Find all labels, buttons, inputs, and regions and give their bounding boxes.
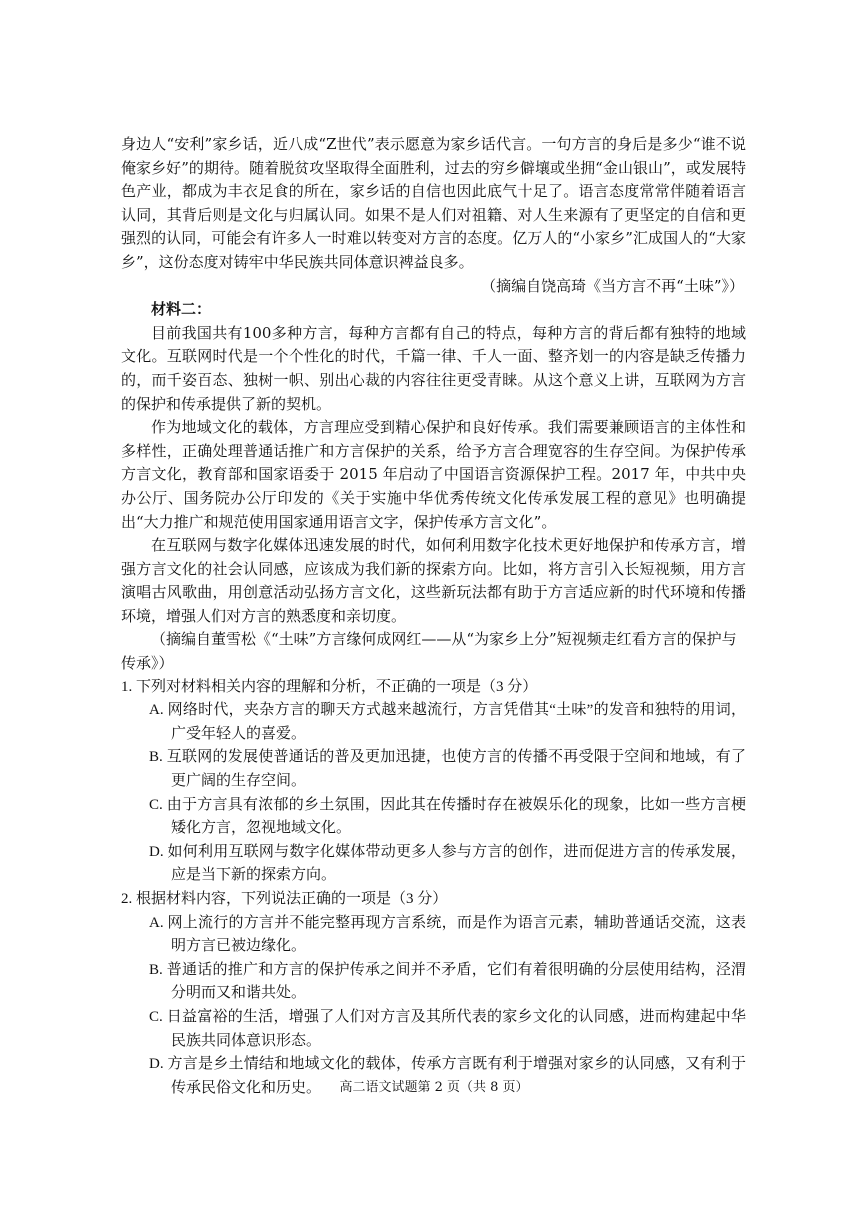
question-2-stem: 2. 根据材料内容，下列说法正确的一项是（3 分） xyxy=(121,891,448,907)
question-1-option-b: B. 互联网的发展使普通话的普及更加迅捷，也使方言的传播不再受限于空间和地域，有了更广阔的生存空间。 xyxy=(149,749,746,790)
material2-paragraph-2: 作为地域文化的载体，方言理应受到精心保护和良好传承。我们需要兼顾语言的主体性和多样性，正确处理普通话推广和方言保护的关系，给予方言合理宽容的生存空间。为保护传承方言文化，教育部和国家语委于 2015 年启动了中国语言资源保护工程。2017 年，中共中央办公厅、国务院办公厅印发的《关于实施中华优秀传统文化传承发展工程的意见》也明确提出“大力推广和规范使用国家通用语言文字，保护传承方言文化”。 xyxy=(121,418,746,531)
question-2-option-b: B. 普通话的推广和方言的保护传承之间并不矛盾，它们有着很明确的分层使用结构，泾渭分明而又和谐共处。 xyxy=(149,961,746,1002)
question-2-option-c: C. 日益富裕的生活，增强了人们对方言及其所代表的家乡文化的认同感，进而构建起中华民族共同体意识形态。 xyxy=(149,1008,746,1049)
material1-source: （摘编自饶高琦《当方言不再“土味”》） xyxy=(481,276,744,295)
material2-source: （摘编自董雪松《“土味”方言缘何成网红——从“为家乡上分”短视频走红看方言的保护与传承》） xyxy=(121,630,737,673)
material2-paragraph-1: 目前我国共有100多种方言，每种方言都有自己的特点，每种方言的背后都有独特的地域文化。互联网时代是一个个性化的时代，千篇一律、千人一面、整齐划一的内容是缺乏传播力的，而千姿百态、独树一帜、别出心裁的内容往往更受青睐。从这个意义上讲，互联网为方言的保护和传承提供了新的契机。 xyxy=(121,323,746,413)
material2-heading: 材料二： xyxy=(151,300,212,319)
page-footer: 高二语文试题第 2 页（共 8 页） xyxy=(339,1080,529,1095)
question-2-option-a: A. 网上流行的方言并不能完整再现方言系统，而是作为语言元素，辅助普通话交流，这表明方言已被边缘化。 xyxy=(149,914,746,955)
question-1-stem: 1. 下列对材料相关内容的理解和分析，不正确的一项是（3 分） xyxy=(121,678,538,695)
question-1-option-c: C. 由于方言具有浓郁的乡土氛围，因此其在传播时存在被娱乐化的现象，比如一些方言梗矮化方言，忽视地域文化。 xyxy=(149,796,746,837)
question-1-option-d: D. 如何利用互联网与数字化媒体带动更多人参与方言的创作，进而促进方言的传承发展，应是当下新的探索方向。 xyxy=(149,843,746,884)
material1-paragraph: 身边人“安利”家乡话，近八成“Z世代”表示愿意为家乡话代言。一句方言的身后是多少“谁不说俺家乡好”的期待。随着脱贫攻坚取得全面胜利，过去的穷乡僻壤或坐拥“金山银山”，或发展特色产业，都成为丰衣足食的所在，家乡话的自信也因此底气十足了。语言态度常常伴随着语言认同，其背后则是文化与归属认同。如果不是人们对祖籍、对人生来源有了更坚定的自信和更强烈的认同，可能会有许多人一时难以转变对方言的态度。亿万人的“小家乡”汇成国人的“大家乡”，这份态度对铸牢中华民族共同体意识裨益良多。 xyxy=(121,135,746,271)
question-2 xyxy=(121,888,746,1100)
material2-paragraph-3: 在互联网与数字化媒体迅速发展的时代，如何利用数字化技术更好地保护和传承方言，增强方言文化的社会认同感，应该成为我们新的探索方向。比如，将方言引入长短视频，用方言演唱古风歌曲，用创意活动弘扬方言文化，这些新玩法都有助于方言适应新的时代环境和传播环境，增强人们对方言的熟悉度和亲切度。 xyxy=(121,536,746,625)
question-1-option-a: A. 网络时代，夹杂方言的聊天方式越来越流行，方言凭借其“土味”的发音和独特的用词，广受年轻人的喜爱。 xyxy=(149,702,746,742)
question-2-option-d: D. 方言是乡土情结和地域文化的载体，传承方言既有利于增强对家乡的认同感，又有利于传承民俗文化和历史。 xyxy=(149,1056,746,1096)
question-1 xyxy=(121,676,746,888)
